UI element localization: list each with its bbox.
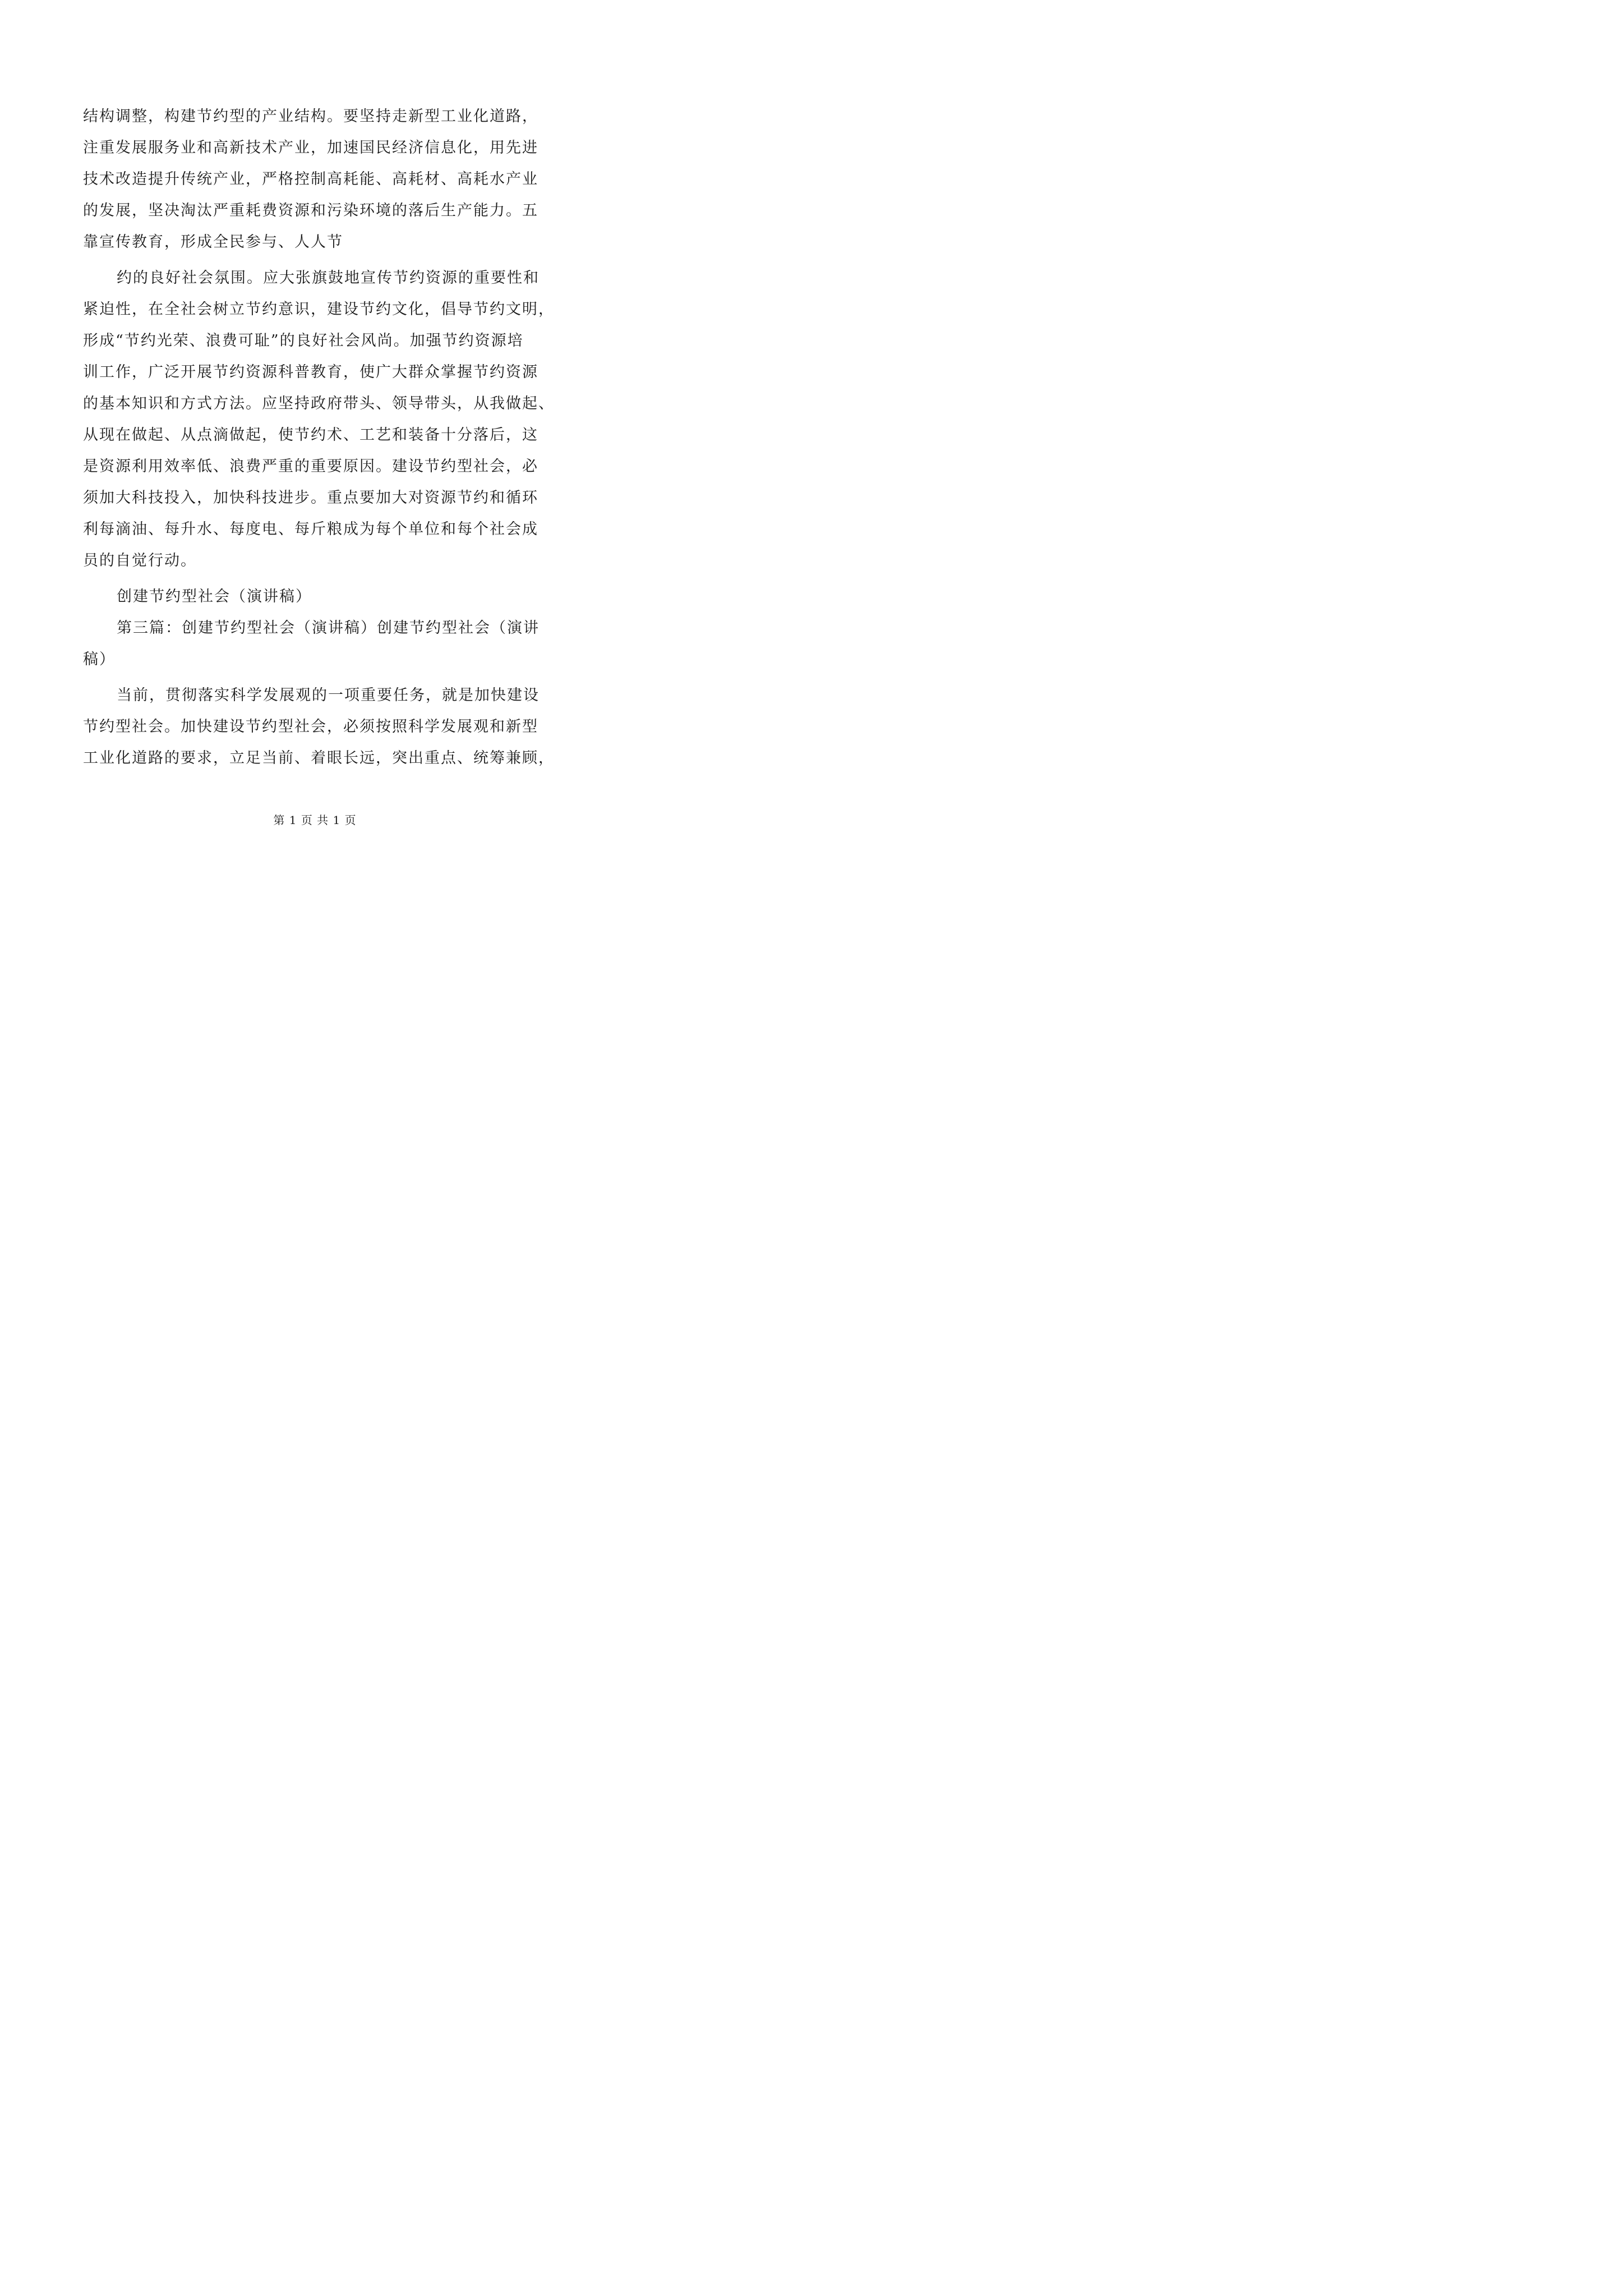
text-line: 靠宣传教育，形成全民参与、人人节 [83, 233, 343, 251]
text-line: 技术改造提升传统产业，严格控制高耗能、高耗材、高耗水产业 [83, 171, 538, 188]
text-line: 结构调整，构建节约型的产业结构。要坚持走新型工业化道路， [83, 108, 538, 125]
text-line: 员的自觉行动。 [83, 552, 197, 569]
text-line: 节约型社会。加快建设节约型社会，必须按照科学发展观和新型 [83, 718, 538, 735]
text-line: 形成“节约光荣、浪费可耻”的良好社会风尚。加强节约资源培 [83, 332, 524, 349]
text-line: 工业化道路的要求，立足当前、着眼长远，突出重点、统筹兼顾， [83, 749, 555, 767]
text-line: 的发展，坚决淘汰严重耗费资源和污染环境的落后生产能力。五 [83, 202, 538, 219]
text-line: 须加大科技投入，加快科技进步。重点要加大对资源节约和循环 [83, 489, 538, 507]
document-page [0, 0, 630, 890]
text-line: 的基本知识和方式方法。应坚持政府带头、领导带头，从我做起、 [83, 395, 555, 412]
text-line: 当前，贯彻落实科学发展观的一项重要任务，就是加快建设 [117, 687, 540, 704]
text-line: 注重发展服务业和高新技术产业，加速国民经济信息化，用先进 [83, 139, 538, 157]
text-line: 紧迫性，在全社会树立节约意识，建设节约文化，倡导节约文明， [83, 301, 555, 318]
text-line: 从现在做起、从点滴做起，使节约术、工艺和装备十分落后，这 [83, 426, 538, 444]
section-heading: 创建节约型社会（演讲稿） [117, 588, 312, 605]
page-number-footer: 第 1 页 共 1 页 [273, 813, 357, 827]
text-line: 约的良好社会氛围。应大张旗鼓地宣传节约资源的重要性和 [117, 269, 540, 287]
text-line: 利每滴油、每升水、每度电、每斤粮成为每个单位和每个社会成 [83, 521, 538, 538]
text-line: 稿） [83, 651, 116, 668]
document-body [83, 101, 555, 774]
text-line: 第三篇：创建节约型社会（演讲稿）创建节约型社会（演讲 [117, 619, 540, 637]
text-line: 训工作，广泛开展节约资源科普教育，使广大群众掌握节约资源 [83, 364, 538, 381]
text-line: 是资源利用效率低、浪费严重的重要原因。建设节约型社会，必 [83, 458, 538, 475]
